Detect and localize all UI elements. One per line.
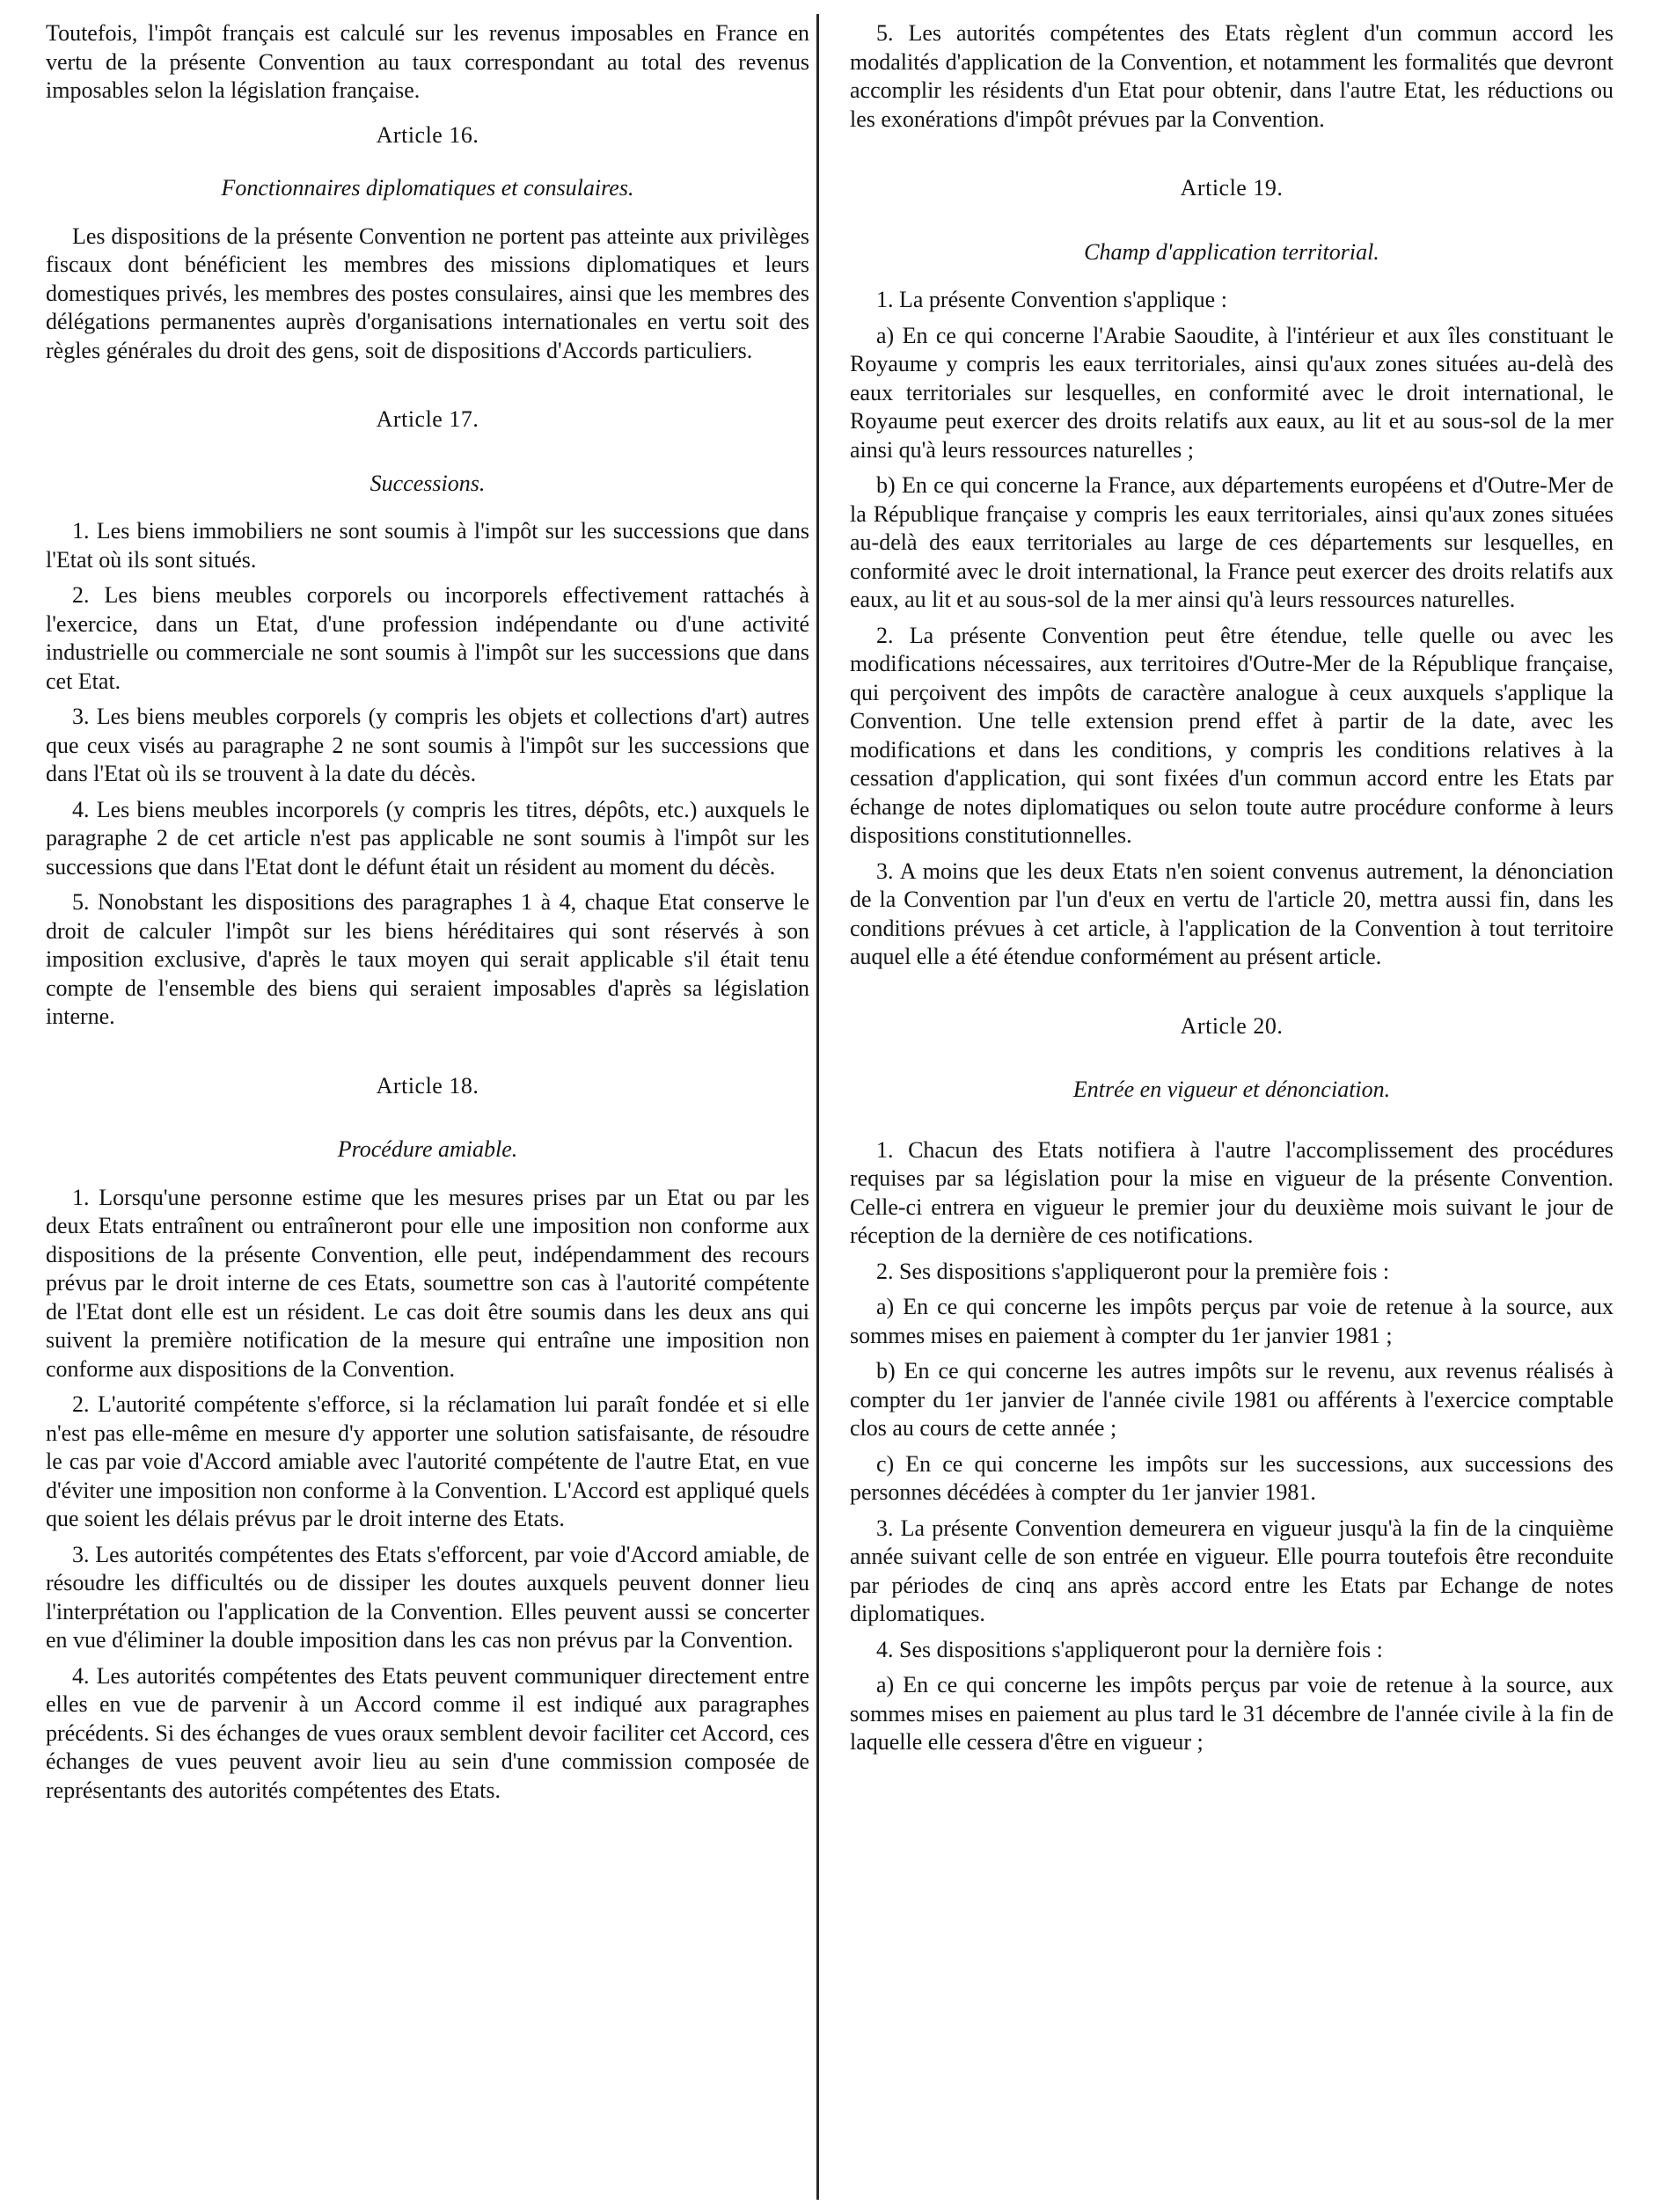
- article-20-paragraph-4: 4. Ses dispositions s'appliqueront pour la dernière fois :: [876, 1636, 1383, 1662]
- article-20-paragraph-2b: b) En ce qui concerne les autres impôts sur le revenu, aux revenus réalisés à compter du 1er janvier de l'année civile 1981 ou afférents à l'exercice comptable clos au cours de cette année ;: [850, 1358, 1613, 1441]
- article-20-paragraph-4a: a) En ce qui concerne les impôts perçus par voie de retenue à la source, aux sommes mises en paiement au plus tard le 31 décembre de l'année civile à la fin de laquelle elle cessera d'être en vigueur ;: [850, 1672, 1613, 1755]
- article-19-paragraph-3: 3. A moins que les deux Etats n'en soient convenus autrement, la dénonciation de la Convention par l'un d'eux en vertu de l'article 20, mettra aussi fin, dans les conditions prévues à cet article, à l'application de la Convention à tout territoire auquel elle a été étendue conformément au présent article.: [850, 858, 1613, 969]
- article-20-paragraph-3: 3. La présente Convention demeurera en vigueur jusqu'à la fin de la cinquième année suivant celle de son entrée en vigueur. Elle pourra toutefois être reconduite par périodes de cinq ans après accord entre les Etats par Echange de notes diplomatiques.: [850, 1515, 1613, 1626]
- article-17-paragraph-5: 5. Nonobstant les dispositions des paragraphes 1 à 4, chaque Etat conserve le droit de calculer l'impôt sur les biens héréditaires qui sont réservés à son imposition exclusive, d'après le taux moyen qui serait applicable s'il était tenu compte de l'ensemble des biens qui seraient imposables d'après sa législation interne.: [46, 889, 809, 1029]
- article-19-title: Champ d'application territorial.: [1084, 238, 1379, 265]
- column-divider: [816, 14, 819, 2200]
- intro-paragraph: Toutefois, l'impôt français est calculé sur les revenus imposables en France en vertu de la présente Convention au taux correspondant au total des revenus imposables selon la législation française.: [46, 20, 809, 103]
- article-20-heading: Article 20.: [1180, 1012, 1284, 1039]
- article-18-paragraph-2: 2. L'autorité compétente s'efforce, si la réclamation lui paraît fondée et si elle n'est pas elle-même en mesure d'y apporter une solution satisfaisante, de résoudre le cas par voie d'Accord amiable avec l'autorité compétente de l'autre Etat, en vue d'éviter une imposition non conforme à la Convention. L'Accord est appliqué quels que soient les délais prévus par le droit interne des Etats.: [46, 1391, 809, 1531]
- article-19-paragraph-1a: a) En ce qui concerne l'Arabie Saoudite, à l'intérieur et aux îles constituant le Royaume y compris les eaux territoriales, ainsi qu'aux zones situées au-delà des eaux territoriales sur lesquelles, en conformité avec le droit international, le Royaume peut exercer des droits relatifs aux eaux, au lit et au sous-sol de la mer ainsi qu'à leurs ressources naturelles ;: [850, 322, 1613, 463]
- article-18-paragraph-4: 4. Les autorités compétentes des Etats peuvent communiquer directement entre elles en vue de parvenir à un Accord comme il est indiqué aux paragraphes précédents. Si des échanges de vues oraux semblent devoir faciliter cet Accord, ces échanges de vues peuvent avoir lieu au sein d'une commission composée de représentants des autorités compétentes des Etats.: [46, 1662, 809, 1803]
- article-20-title: Entrée en vigueur et dénonciation.: [1072, 1077, 1391, 1102]
- article-18-title: Procédure amiable.: [337, 1136, 518, 1162]
- article-16-paragraph: Les dispositions de la présente Convention ne portent pas atteinte aux privilèges fiscaux dont bénéficient les membres des missions diplomatiques et leurs domestiques privés, les membres des postes consulaires, ainsi que les membres des délégations permanentes auprès d'organisations internationales en vertu soit des règles générales du droit des gens, soit de dispositions d'Accords particuliers.: [46, 223, 809, 363]
- left-column: [46, 19, 809, 1812]
- article-20-paragraph-1: 1. Chacun des Etats notifiera à l'autre l'accomplissement des procédures requises par sa législation pour la mise en vigueur de la présente Convention. Celle-ci entrera en vigueur le premier jour du deuxième mois suivant le jour de réception de la dernière de ces notifications.: [850, 1136, 1613, 1248]
- article-19-heading: Article 19.: [1180, 175, 1284, 201]
- article-18-paragraph-5: 5. Les autorités compétentes des Etats règlent d'un commun accord les modalités d'application de la Convention, et notamment les formalités que devront accomplir les résidents d'un Etat pour obtenir, dans l'autre Etat, les réductions ou les exonérations d'impôt prévues par la Convention.: [850, 20, 1613, 132]
- right-column: [850, 19, 1613, 1764]
- article-18-paragraph-1: 1. Lorsqu'une personne estime que les mesures prises par un Etat ou par les deux Etats entraînent ou entraîneront pour elle une imposition non conforme aux dispositions de la présente Convention, elle peut, indépendamment des recours prévus par le droit interne de ces Etats, soumettre son cas à l'autorité compétente de l'Etat dont elle est un résident. Le cas doit être soumis dans les deux ans qui suivent la première notification de la mesure qui entraîne une imposition non conforme aux dispositions de la Convention.: [46, 1184, 809, 1382]
- article-20-paragraph-2c: c) En ce qui concerne les impôts sur les successions, aux successions des personnes décédées à compter du 1er janvier 1981.: [850, 1450, 1613, 1505]
- article-20-paragraph-2a: a) En ce qui concerne les impôts perçus par voie de retenue à la source, aux sommes mises en paiement à compter du 1er janvier 1981 ;: [850, 1294, 1613, 1348]
- article-16-heading: Article 16.: [376, 121, 479, 148]
- article-17-title: Successions.: [370, 470, 486, 496]
- article-18-paragraph-3: 3. Les autorités compétentes des Etats s'efforcent, par voie d'Accord amiable, de résoudre les difficultés ou de dissiper les doutes auxquels peuvent donner lieu l'interprétation ou l'application de la Convention. Elles peuvent aussi se concerter en vue d'éliminer la double imposition dans les cas non prévus par la Convention.: [46, 1541, 809, 1653]
- article-19-paragraph-2: 2. La présente Convention peut être étendue, telle quelle ou avec les modifications nécessaires, aux territoires d'Outre-Mer de la République française, qui perçoivent des impôts de caractère analogue à ceux auxquels s'applique la Convention. Une telle extension prend effet à partir de la date, avec les modifications et dans les conditions, y compris les conditions relatives à la cessation d'application, qui sont fixées d'un commun accord entre les Etats par échange de notes diplomatiques ou selon toute autre procédure conforme à leurs dispositions constitutionnelles.: [850, 622, 1613, 848]
- article-18-heading: Article 18.: [376, 1072, 479, 1099]
- article-17-paragraph-1: 1. Les biens immobiliers ne sont soumis à l'impôt sur les successions que dans l'Etat où ils sont situés.: [46, 518, 809, 573]
- article-19-paragraph-1b: b) En ce qui concerne la France, aux départements européens et d'Outre-Mer de la République française y compris les eaux territoriales, ainsi qu'aux zones situées au-delà des eaux territoriales au large de ces départements sur lesquelles, en conformité avec le droit international, la France peut exercer des droits relatifs aux eaux, au lit et au sous-sol de la mer ainsi qu'à leurs ressources naturelles.: [850, 472, 1613, 612]
- article-19-paragraph-1: 1. La présente Convention s'applique :: [876, 287, 1227, 312]
- article-17-heading: Article 17.: [376, 406, 479, 432]
- article-17-paragraph-3: 3. Les biens meubles corporels (y compris les objets et collections d'art) autres que ceux visés au paragraphe 2 ne sont soumis à l'impôt sur les successions que dans l'Etat où ils se trouvent à la date du décès.: [46, 704, 809, 786]
- article-17-paragraph-4: 4. Les biens meubles incorporels (y compris les titres, dépôts, etc.) auxquels le paragraphe 2 de cet article n'est pas applicable ne sont soumis à l'impôt sur les successions que dans l'Etat dont le défunt était un résident au moment du décès.: [46, 796, 809, 880]
- article-20-paragraph-2: 2. Ses dispositions s'appliqueront pour la première fois :: [876, 1258, 1390, 1284]
- article-17-paragraph-2: 2. Les biens meubles corporels ou incorporels effectivement rattachés à l'exercice, dans un Etat, d'une profession indépendante ou d'une activité industrielle ou commerciale ne sont soumis à l'impôt sur les successions que dans cet Etat.: [46, 582, 809, 694]
- article-16-title: Fonctionnaires diplomatiques et consulaires.: [221, 175, 634, 201]
